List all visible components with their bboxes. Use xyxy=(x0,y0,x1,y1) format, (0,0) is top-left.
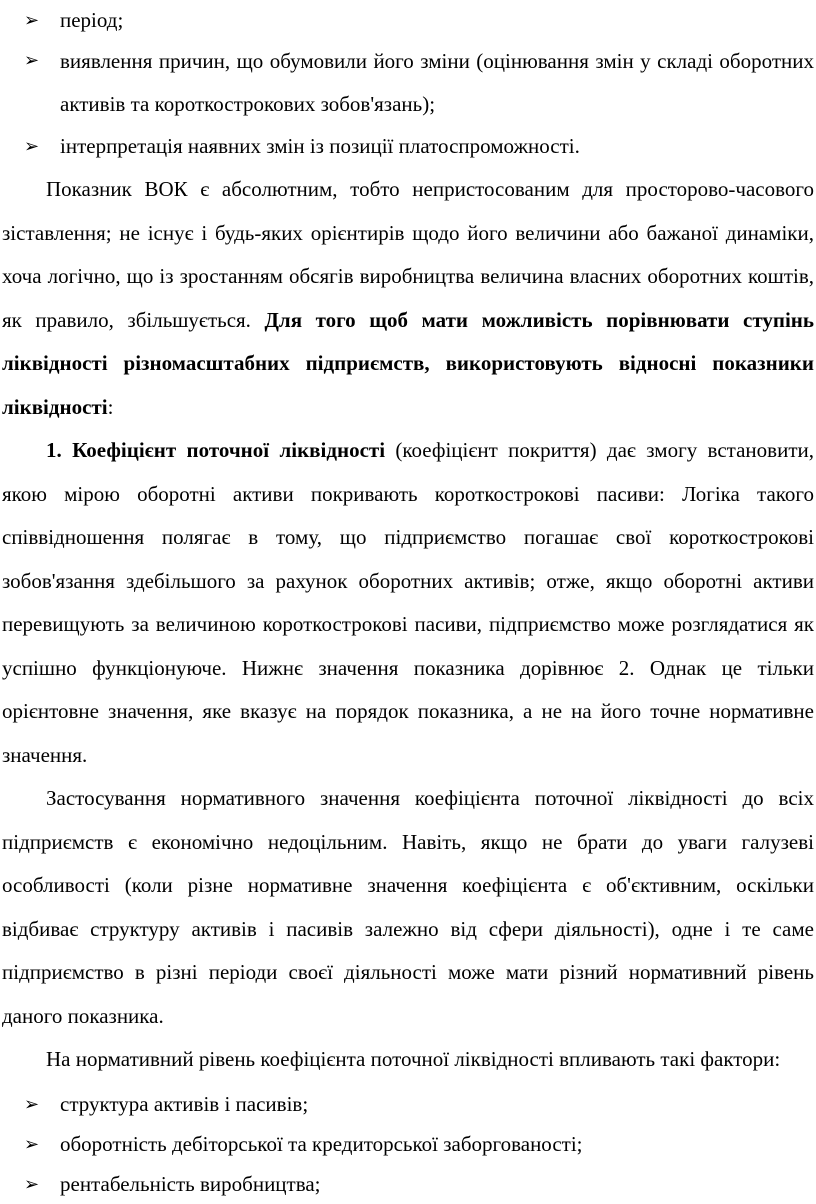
list-item xyxy=(2,0,814,40)
paragraph-bold-text: Для того щоб мати можливість порівнювати ступінь ліквідності різномасштабних підприємств, використовують відносні показники ліквідності xyxy=(2,307,814,419)
arrow-bullet-icon: ➢ xyxy=(24,50,40,70)
paragraph-factors: На нормативний рівень коефіцієнта поточної ліквідності впливають такі фактори: xyxy=(46,1047,781,1071)
list-item-text: рентабельність виробництва; xyxy=(60,1171,321,1196)
list-item xyxy=(2,126,814,166)
paragraph-normative: Застосування нормативного значення коефіцієнта поточної ліквідності до всіх підприємств є економічно недоцільним. Навіть, якщо не брати до уваги галузеві особливості (коли різне нормативне значення коефіцієнта є об'єктивним, оскільки відбиває структуру активів і пасивів залежно від сфери діяльності), одне і те саме підприємство в різні періоди своєї діяльності може мати різний нормативний рівень даного показника. xyxy=(2,786,814,1028)
arrow-bullet-icon: ➢ xyxy=(24,1133,40,1154)
list-item xyxy=(2,1124,814,1164)
list-item xyxy=(2,1084,814,1124)
paragraph-text: Показник ВОК є абсолютним, тобто непристосованим для просторово-часового зіставлення; не існує і будь-яких орієнтирів щодо його величини або бажаної динаміки, хоча логічно, що із зростанням обсягів виробництва величина власних оборотних коштів, як правило, збільшується. xyxy=(2,177,814,332)
list-item xyxy=(2,1164,814,1204)
list-item-text: інтерпретація наявних змін із позиції платоспроможності. xyxy=(60,134,580,158)
arrow-bullet-icon: ➢ xyxy=(24,1093,40,1114)
paragraph-current-ratio xyxy=(2,429,814,777)
paragraph-end: : xyxy=(107,394,114,419)
paragraph-text: (коефіцієнт покриття) дає змогу встановити, якою мірою оборотні активи покривають короткострокові пасиви: Логіка такого співвідношення полягає в тому, що підприємство погашає свої короткострокові зобов'язання здебільшого за рахунок оборотних активів; отже, якщо оборотні активи перевищують за величиною короткострокові пасиви, підприємство може розглядатися як успішно функціонуюче. Нижнє значення показника дорівнює 2. Однак це тільки орієнтовне значення, яке вказує на порядок показника, а не на його точне нормативне значення. xyxy=(2,438,814,767)
list-item-text: період; xyxy=(60,8,124,32)
arrow-bullet-icon: ➢ xyxy=(24,10,40,30)
list-item-text: оборотність дебіторської та кредиторської заборгованості; xyxy=(60,1131,583,1156)
arrow-bullet-icon: ➢ xyxy=(24,1173,40,1194)
list-item-text: структура активів і пасивів; xyxy=(60,1091,309,1116)
arrow-bullet-icon: ➢ xyxy=(24,136,40,156)
list-item-text: виявлення причин, що обумовили його зміни (оцінювання змін у складі оборотних активів та короткострокових зобов'язань); xyxy=(60,49,814,116)
paragraph-bok xyxy=(2,168,814,429)
list-item xyxy=(2,40,814,126)
section-heading: 1. Коефіцієнт поточної ліквідності xyxy=(46,438,386,462)
